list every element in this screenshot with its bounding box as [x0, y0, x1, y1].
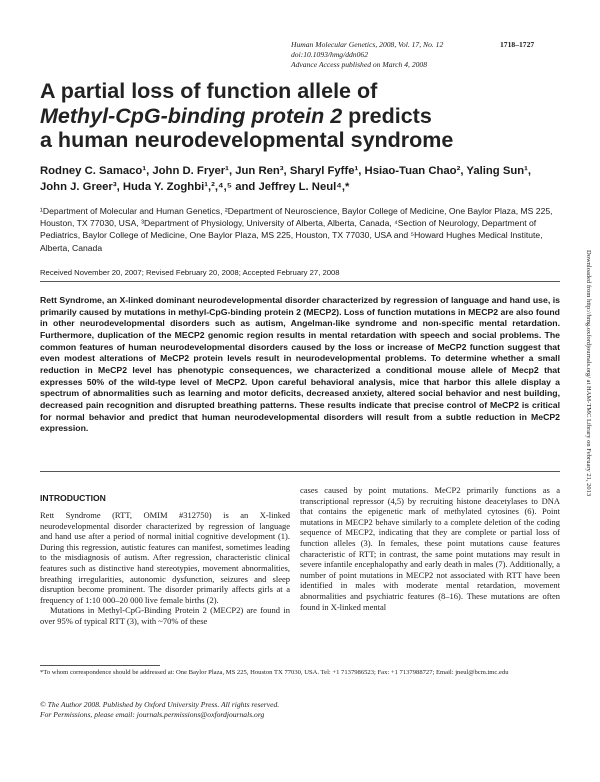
affiliations: ¹Department of Molecular and Human Genetics, ²Department of Neuroscience, Baylor College of Medicine, One Baylor Plaza, MS 225, Houston, TX 77030, USA, ³Department of Physiology, University of Alberta, Alberta, Canada, ⁴Section of Neurology, Department of Pediatrics, Baylor College of Medicine, One Baylor Plaza, MS 225, Houston, TX 77030, USA and ⁵Howard Hughes Medical Institute, Alberta, Canada [40, 206, 553, 253]
permissions-line: For Permissions, please email: journals.permissions@oxfordjournals.org [40, 710, 265, 719]
download-text: Downloaded from http://hmg.oxfordjournals.org/ at HAM-TMC Library on February 21, 2013 [585, 250, 592, 497]
advance-access: Advance Access published on March 4, 2008 [291, 60, 428, 69]
paragraph: Mutations in Methyl-CpG-Binding Protein 2 (MECP2) are found in over 95% of typical RTT (3), with ~70% of these [40, 605, 290, 626]
doi: doi:10.1093/hmg/ddn062 [291, 50, 368, 59]
authors-line-1: Rodney C. Samaco¹, John D. Fryer¹, Jun Ren³, Sharyl Fyffe¹, Hsiao-Tuan Chao², Yaling Sun¹, [40, 165, 532, 177]
divider-top [40, 281, 560, 282]
journal-citation: Human Molecular Genetics, 2008, Vol. 17, No. 12 [291, 40, 444, 49]
download-watermark [583, 250, 593, 590]
title-gene-name: Methyl-CpG-binding protein 2 [40, 103, 343, 128]
copyright-notice [40, 700, 380, 720]
copyright-line: © The Author 2008. Published by Oxford University Press. All rights reserved. [40, 700, 280, 709]
body-column-left [40, 510, 290, 627]
paragraph: Rett Syndrome (RTT, OMIM #312750) is an X-linked neurodevelopmental disorder characterized by regression of language and hand use after a period of normal initial cognitive development (1). During this regression, autistic features can manifest, sometimes leading to the misdiagnosis of autism. After regression, characteristic clinical features such as distinctive hand stereotypies, movement abnormalities, breathing irregularities, autonomic dysfunction, seizures and sleep disruption become prominent. The disorder primarily affects girls at a frequency of 1:10 000–20 000 live female births (2). [40, 510, 290, 605]
author-list [40, 164, 560, 195]
authors-line-2: John J. Greer³, Huda Y. Zoghbi¹,²,⁴,⁵ and Jeffrey L. Neul⁴,* [40, 180, 350, 193]
title-line-2-rest: predicts [342, 103, 432, 128]
title-line-3: a human neurodevelopmental syndrome [40, 128, 454, 152]
section-heading: INTRODUCTION [40, 493, 106, 503]
journal-header [291, 40, 571, 70]
title-line-1: A partial loss of function allele of [40, 79, 378, 103]
received-dates: Received November 20, 2007; Revised February 20, 2008; Accepted February 27, 2008 [40, 268, 340, 277]
body-column-right [300, 485, 560, 612]
title-line-2 [40, 104, 560, 129]
correspondence-footnote: *To whom correspondence should be addressed at: One Baylor Plaza, MS 225, Houston TX 77030, USA. Tel: +1 7137986523; Fax: +1 7137988727; Email: jneul@bcm.tmc.edu [40, 669, 509, 676]
paragraph: cases caused by point mutations. MeCP2 primarily functions as a transcriptional repressor (4,5) by recruiting histone deacetylases to DNA that contains the epigenetic mark of methylated cytosines (6). Point mutations in MECP2 behave similarly to a complete deletion of the coding sequence of MECP2, indicating that they are complete or partial loss of function alleles (3). In females, these point mutations cause features characteristic of RTT; in contrast, the same point mutations may result in severe infantile encephalopathy and early death in males (7). Additionally, a number of point mutations in MECP2 not associated with RTT have been identified in males with moderate mental retardation, movement abnormalities and psychiatric features (8–16). These mutations are often found in X-linked mental [300, 485, 560, 612]
page-range: 1718–1727 [500, 40, 535, 49]
abstract: Rett Syndrome, an X-linked dominant neurodevelopmental disorder characterized by regression of language and hand use, is primarily caused by mutations in methyl-CpG-binding protein 2 (MECP2). Loss of function mutations in MECP2 are also found in other neurodevelopmental disorders such as autism, Angelman-like syndrome and non-specific mental retardation. Furthermore, duplication of the MECP2 genomic region results in mental retardation with speech and social problems. The common features of human neurodevelopmental disorders caused by the loss or increase of MeCP2 function suggest that even modest alterations of MeCP2 protein levels result in neurodevelopmental problems. To determine whether a small reduction in MeCP2 level has phenotypic consequences, we characterized a conditional mouse allele of Mecp2 that expresses 50% of the wild-type level of MeCP2. Upon careful behavioral analysis, mice that harbor this allele display a spectrum of abnormalities such as learning and motor deficits, decreased anxiety, altered social behavior and nest building, decreased pain recognition and disrupted breathing patterns. These results indicate that precise control of MeCP2 is critical for normal behavior and predict that human neurodevelopmental disorders will result from a subtle reduction in MeCP2 expression. [40, 295, 560, 434]
divider-bottom [40, 471, 560, 472]
footnote-divider [40, 665, 160, 666]
article-title [40, 79, 560, 153]
